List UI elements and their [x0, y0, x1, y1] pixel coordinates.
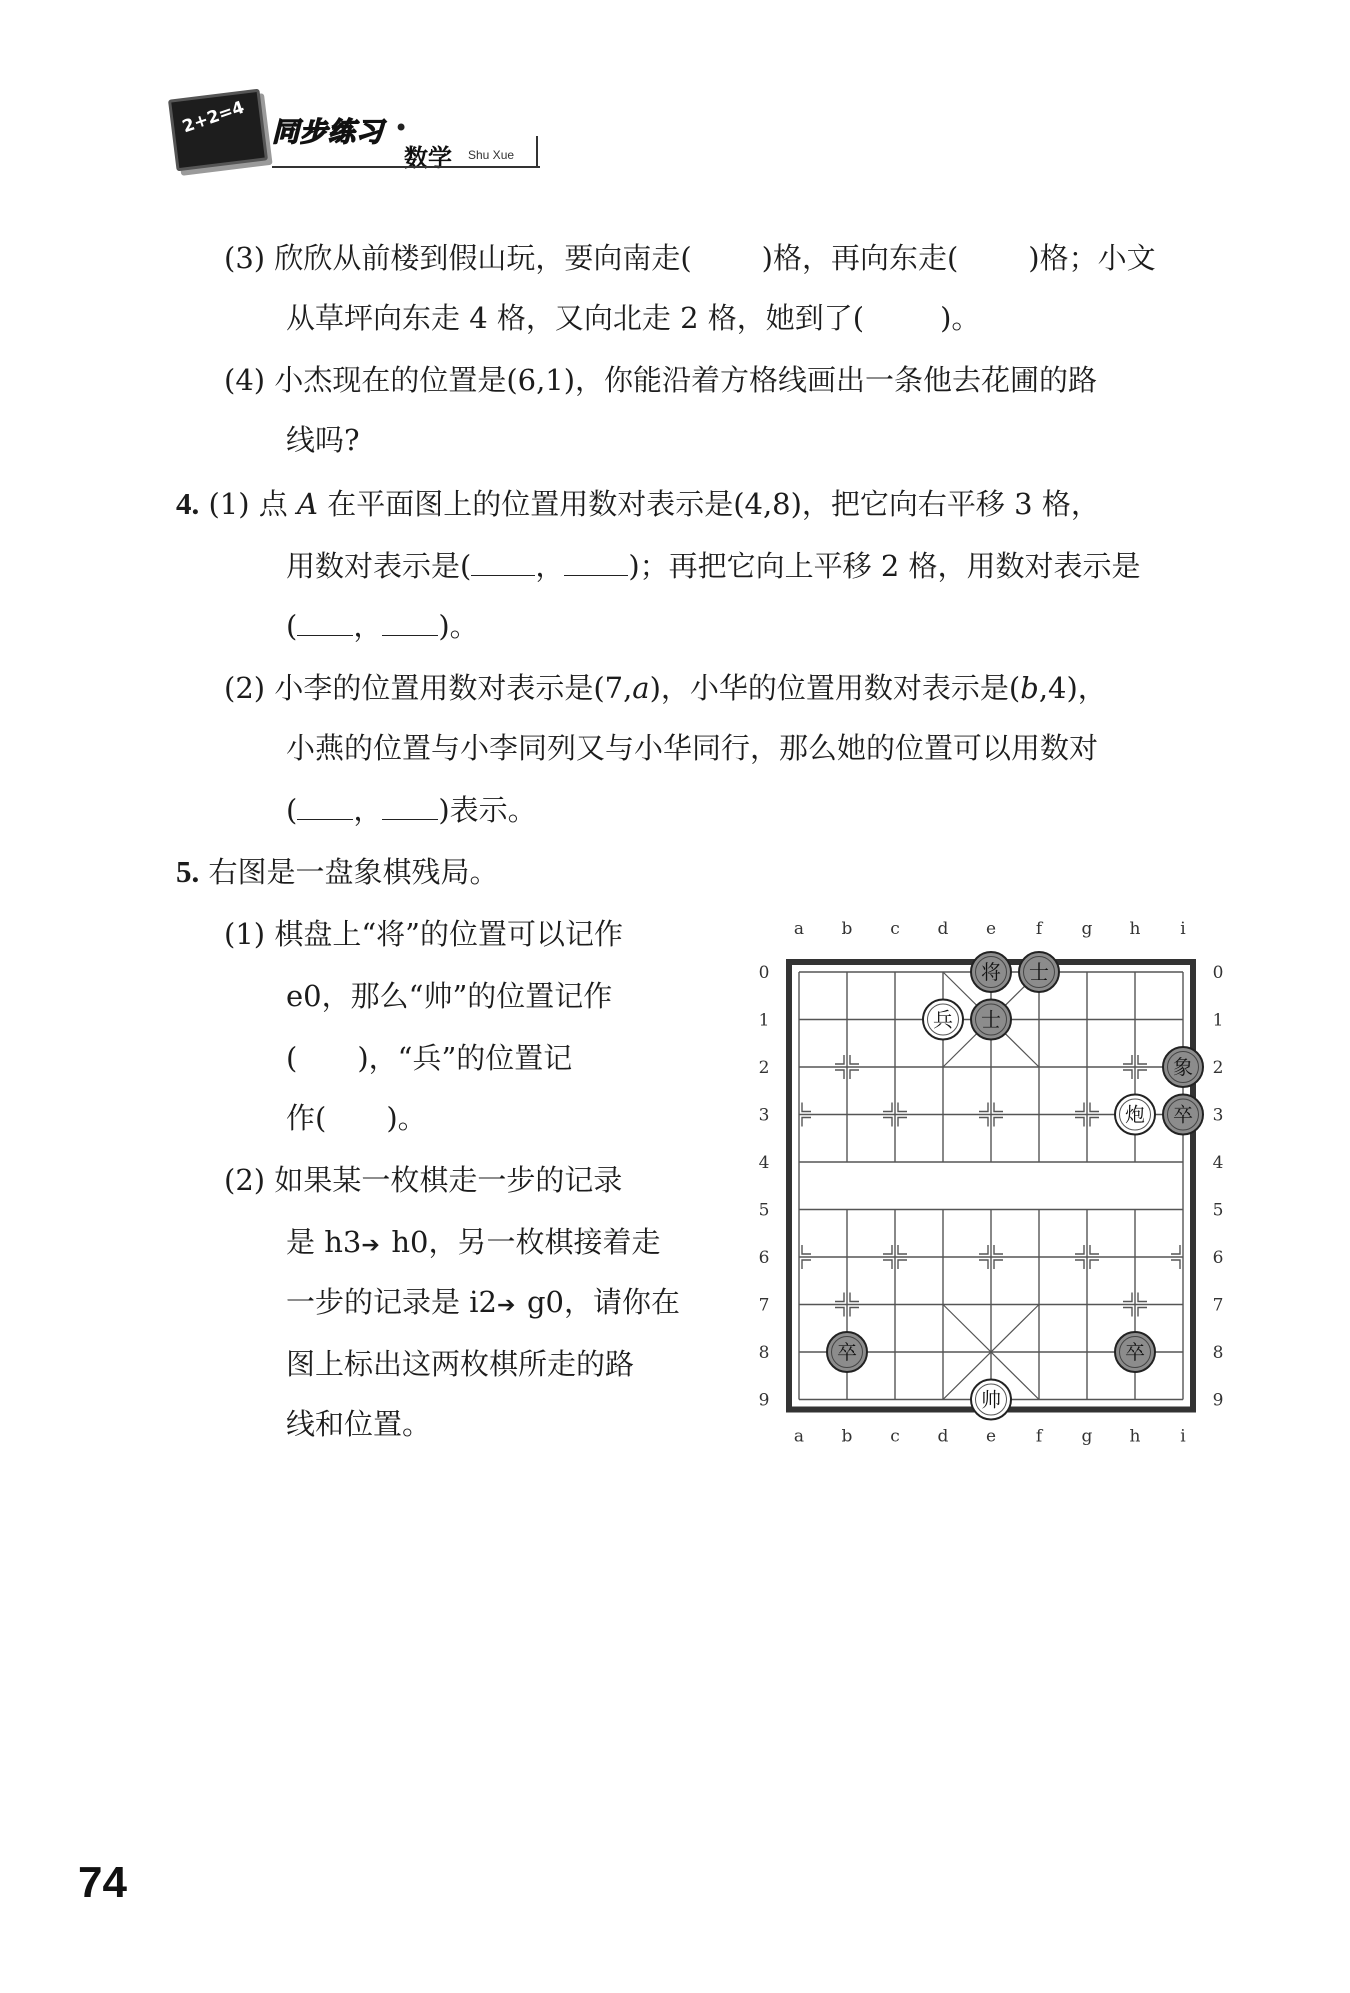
row-label-right: 8	[1212, 1343, 1224, 1363]
column-label-top: f	[1035, 919, 1043, 939]
q5-p2-line3	[286, 1282, 680, 1326]
q5-p2-label: (2)	[224, 1163, 266, 1197]
q3-p3-line2	[286, 298, 980, 338]
xiangqi-board-svg	[744, 914, 1224, 1454]
row-label-right: 0	[1212, 963, 1224, 983]
column-label-top: g	[1081, 919, 1093, 939]
q4-p2-label: (2)	[224, 671, 266, 705]
row-label-right: 7	[1212, 1295, 1224, 1316]
column-label-top: i	[1180, 919, 1186, 939]
q3-p3-line1	[224, 238, 1156, 278]
column-label-top: e	[985, 919, 997, 939]
row-label-left: 5	[758, 1200, 770, 1221]
row-label-right: 5	[1212, 1200, 1224, 1221]
q5-p2-line4	[286, 1344, 634, 1384]
row-label-left: 2	[758, 1058, 770, 1078]
q5-intro: 右图是一盘象棋残局。	[208, 855, 499, 889]
q3-p3-text-a: 欣欣从前楼到假山玩，要向南走(	[274, 241, 692, 275]
row-label-left: 3	[758, 1105, 770, 1126]
column-label-top: b	[841, 919, 853, 939]
comma: ，	[353, 793, 383, 827]
xiangqi-piece-label: 兵	[933, 1007, 953, 1032]
q5-p2-text-e: g0，请你在	[526, 1285, 680, 1319]
xiangqi-board	[744, 914, 1224, 1454]
q3-p3-text-c: )格；小文	[1028, 241, 1156, 275]
blackboard-logo	[168, 89, 268, 172]
xiangqi-piece-label: 士	[1029, 960, 1049, 984]
q5-p2-line2	[286, 1222, 661, 1266]
q5-p1-text-a: 棋盘上“将”的位置可以记作	[274, 917, 623, 951]
q4-p2-text-a: 小李的位置用数对表示是(7,	[274, 671, 633, 705]
comma: ，	[353, 609, 383, 643]
q5-p2-text-g: 线和位置。	[286, 1407, 432, 1441]
column-label-top: h	[1129, 919, 1141, 939]
page-number: 74	[78, 1858, 127, 1907]
q4-p2-text-c: ,4)，	[1038, 671, 1107, 705]
variable-b: b	[1020, 671, 1039, 705]
q5-p1-text-d: )，“兵”的位置记	[357, 1041, 573, 1075]
q4-p1-line2	[286, 546, 1141, 586]
q5-p2-text-a: 如果某一枚棋走一步的记录	[274, 1163, 623, 1197]
series-title: 同步练习	[272, 117, 384, 148]
q3-p3-text-b: )格，再向东走(	[761, 241, 959, 275]
row-label-left: 9	[758, 1390, 770, 1411]
xiangqi-piece-label: 士	[981, 1007, 1001, 1032]
subject-pinyin: Shu Xue	[468, 148, 515, 162]
answer-blank[interactable]	[297, 613, 353, 636]
answer-blank[interactable]	[564, 553, 628, 576]
q5-p2-text-c: h0，另一枚棋接着走	[391, 1225, 661, 1259]
header-rule	[272, 166, 540, 168]
xiangqi-piece-label: 象	[1173, 1055, 1193, 1079]
column-label-top: d	[937, 919, 949, 939]
q5-p1-line1	[224, 914, 623, 954]
row-label-left: 0	[758, 963, 770, 983]
row-label-right: 4	[1212, 1153, 1224, 1173]
xiangqi-piece-label: 帅	[981, 1387, 1001, 1412]
q4-p2-text-e: (	[286, 793, 298, 827]
column-label-bottom: e	[985, 1426, 997, 1447]
q4-p1-text-a: 点	[258, 487, 288, 521]
q5-p2-line1	[224, 1160, 622, 1200]
q4-p2-text-d: 小燕的位置与小李同列又与小华同行，那么她的位置可以用数对	[286, 731, 1099, 765]
row-label-right: 3	[1212, 1105, 1224, 1126]
row-label-right: 6	[1212, 1248, 1224, 1268]
q5-p2-text-f: 图上标出这两枚棋所走的路	[286, 1347, 635, 1381]
row-label-left: 7	[758, 1295, 770, 1316]
comma: ，	[535, 549, 565, 583]
column-label-bottom: b	[841, 1426, 853, 1447]
header-rule-cap	[536, 136, 538, 168]
row-label-right: 1	[1212, 1010, 1224, 1031]
blackboard-text: 2+2=4	[179, 97, 247, 138]
q4-p2-text-f: )表示。	[438, 793, 537, 827]
q4-p2-text-b: )，小华的位置用数对表示是(	[649, 671, 1021, 705]
column-label-top: c	[890, 919, 900, 939]
q5-p1-label: (1)	[224, 917, 266, 951]
xiangqi-piece-label: 卒	[1173, 1102, 1193, 1127]
q5-intro-line	[176, 852, 498, 892]
q3-p3-text-e: )。	[940, 301, 981, 335]
q4-p1-text-b: 在平面图上的位置用数对表示是(4,8)，把它向右平移 3 格，	[327, 487, 1100, 521]
q3-p4-text: 小杰现在的位置是(6,1)，你能沿着方格线画出一条他去花圃的路	[274, 363, 1098, 397]
row-label-right: 9	[1212, 1390, 1224, 1411]
q5-p2-text-d: 一步的记录是 i2	[286, 1285, 497, 1319]
column-label-top: a	[793, 919, 805, 939]
column-label-bottom: a	[793, 1426, 805, 1447]
xiangqi-piece-label: 卒	[1125, 1340, 1145, 1364]
q4-p1-label: (1)	[208, 487, 250, 521]
subject-title: 数学	[404, 144, 452, 172]
variable-a: a	[632, 671, 650, 705]
row-label-right: 2	[1212, 1058, 1224, 1078]
q5-p1-text-c: (	[286, 1041, 298, 1075]
title-dot: •	[394, 114, 409, 142]
column-label-bottom: g	[1081, 1426, 1093, 1447]
q5-p1-text-f: )。	[386, 1101, 427, 1135]
point-name: A	[297, 487, 318, 521]
column-label-bottom: i	[1180, 1426, 1186, 1447]
q3-p4-label: (4)	[224, 363, 266, 397]
q4-p2-line3	[286, 790, 537, 830]
arrow-icon: ➔	[361, 1233, 380, 1258]
xiangqi-piece-label: 将	[981, 960, 1001, 984]
q5-p1-line4	[286, 1098, 427, 1138]
row-label-left: 1	[758, 1010, 770, 1031]
q4-p1-text-d: )；再把它向上平移 2 格，用数对表示是	[628, 549, 1141, 583]
answer-blank[interactable]	[297, 797, 353, 820]
row-label-left: 8	[758, 1343, 770, 1363]
q5-p2-line5	[286, 1404, 431, 1444]
row-label-left: 4	[758, 1153, 770, 1173]
xiangqi-piece-label: 炮	[1125, 1102, 1145, 1127]
q5-p1-line3	[286, 1038, 572, 1078]
q4-p1-text-c: 用数对表示是(	[286, 549, 472, 583]
q4-p2-line1	[224, 668, 1107, 708]
q4-p1-text-f: )。	[438, 609, 479, 643]
column-label-bottom: c	[890, 1426, 900, 1447]
column-label-bottom: h	[1129, 1426, 1141, 1447]
page-header	[172, 86, 542, 172]
row-label-left: 6	[758, 1248, 770, 1268]
q5-p1-text-b: e0，那么“帅”的位置记作	[286, 979, 613, 1013]
q5-p1-text-e: 作(	[286, 1101, 327, 1135]
answer-blank[interactable]	[471, 553, 535, 576]
column-label-bottom: f	[1035, 1426, 1043, 1447]
arrow-icon: ➔	[496, 1293, 516, 1318]
q4-number: 4.	[176, 486, 200, 521]
answer-blank[interactable]	[382, 613, 438, 636]
q5-p1-line2	[286, 976, 612, 1016]
q4-p2-line2	[286, 728, 1098, 768]
q5-number: 5.	[176, 854, 200, 889]
answer-blank[interactable]	[382, 797, 438, 820]
q3-p3-label: (3)	[224, 241, 266, 275]
xiangqi-piece-label: 卒	[837, 1340, 857, 1364]
q4-p1-text-e: (	[286, 609, 298, 643]
q3-p4-line2	[286, 420, 360, 460]
column-label-bottom: d	[937, 1426, 949, 1447]
q4-p1-line1	[176, 484, 1100, 524]
q3-p4-text-2: 线吗?	[286, 423, 360, 457]
q3-p4-line1	[224, 360, 1097, 400]
q3-p3-text-d: 从草坪向东走 4 格，又向北走 2 格，她到了(	[286, 301, 865, 335]
q4-p1-line3	[286, 606, 479, 646]
q5-p2-text-b: 是 h3	[286, 1225, 362, 1259]
